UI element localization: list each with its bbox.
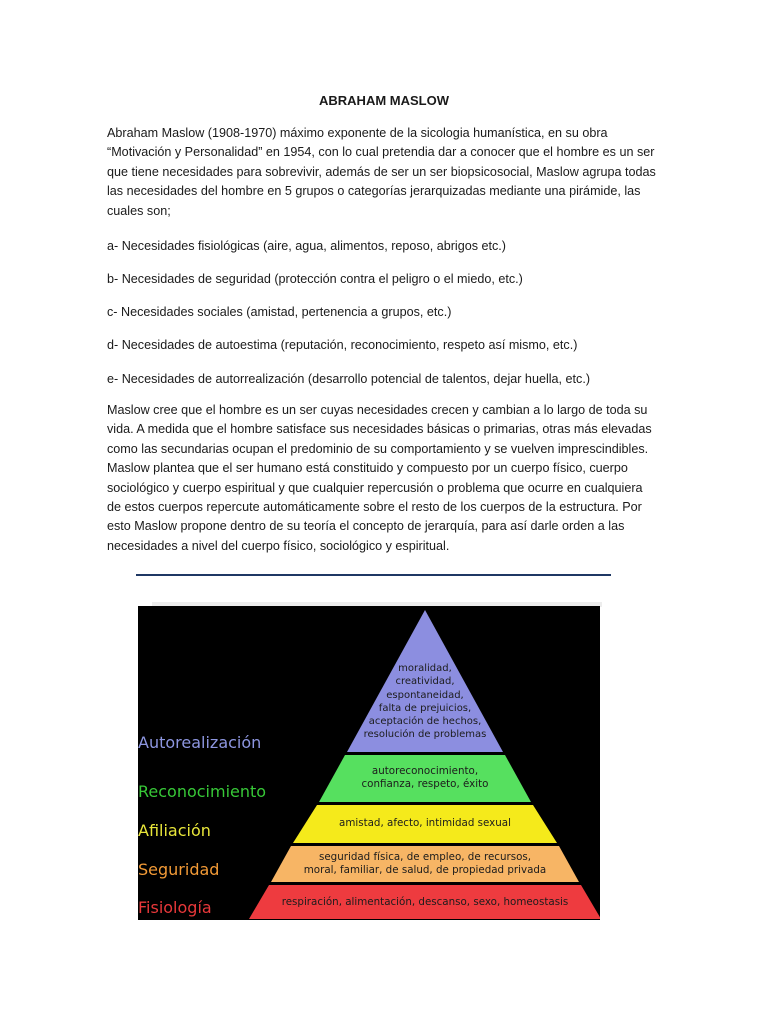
level-label-seguridad: Seguridad [138,860,220,879]
band-line: resolución de problemas [363,729,487,741]
band-line: amistad, afecto, intimidad sexual [339,817,511,829]
list-item: b- Necesidades de seguridad (protección contra el peligro o el miedo, etc.) [107,272,523,286]
band-line: creatividad, [395,676,455,688]
maslow-pyramid-figure [138,606,600,920]
list-item: e- Necesidades de autorrealización (desarrollo potencial de talentos, dejar huella, etc.) [107,372,591,386]
closing-paragraph: Maslow cree que el hombre es un ser cuyas necesidades crecen y cambian a lo largo de toda su vida. A medida que el hombre satisface sus necesidades básicas o primarias, otras más elevadas como las secundarias ocupan el predominio de su comportamiento y se vuelven imprescindibles. Maslow plantea que el ser humano está constituido y compuesto por un cuerpo físico, cuerpo sociológico y cuerpo espiritual y que cualquier repercusión o problema que ocurre en cualquiera de estos cuerpos repercute automáticamente sobre el resto de los cuerpos de la estructura. Por esto Maslow propone dentro de su teoría el concepto de jerarquía, para así darle orden a las necesidades a nivel del cuerpo físico, sociológico y espiritual. [107,403,652,553]
list-item: d- Necesidades de autoestima (reputación, reconocimiento, respeto así mismo, etc.) [107,338,578,352]
level-label-autorealizacion: Autorealización [138,733,262,752]
band-text-afiliacion [295,817,555,830]
page-title: ABRAHAM MASLOW [319,93,449,108]
list-item: c- Necesidades sociales (amistad, pertenencia a grupos, etc.) [107,305,452,319]
band-line: aceptación de hechos, [368,716,482,728]
band-line: seguridad física, de empleo, de recursos, [318,851,532,863]
band-text-seguridad [275,851,575,877]
band-line: moralidad, [398,663,452,674]
level-label-afiliacion: Afiliación [138,821,211,840]
horizontal-rule [136,574,611,576]
band-line: confianza, respeto, éxito [361,778,489,790]
intro-paragraph: Abraham Maslow (1908-1970) máximo exponente de la sicologia humanística, en su obra “Motivación y Personalidad” en 1954, con lo cual pretendia dar a conocer que el hombre es un ser que tiene necesidades para sobrevivir, además de ser un ser biopsicosocial, Maslow agrupa todas las necesidades del hombre en 5 grupos o categorías jerarquizadas mediante una pirámide, las cuales son; [107,126,656,218]
band-line: espontaneidad, [386,689,464,701]
band-text-reconocimiento [325,765,525,791]
list-item: a- Necesidades fisiológicas (aire, agua, alimentos, reposo, abrigos etc.) [107,239,507,253]
band-line: respiración, alimentación, descanso, sexo, homeostasis [281,896,569,908]
level-label-reconocimiento: Reconocimiento [138,782,267,801]
band-line: autoreconocimiento, [371,765,479,777]
level-label-fisiologia: Fisiología [138,898,212,917]
band-text-fisiologia [255,896,595,909]
band-text-autorealizacion [345,662,505,742]
band-line: falta de prejuicios, [378,702,472,714]
band-line: moral, familiar, de salud, de propiedad privada [303,864,547,876]
horizontal-rule-tail [602,574,611,576]
